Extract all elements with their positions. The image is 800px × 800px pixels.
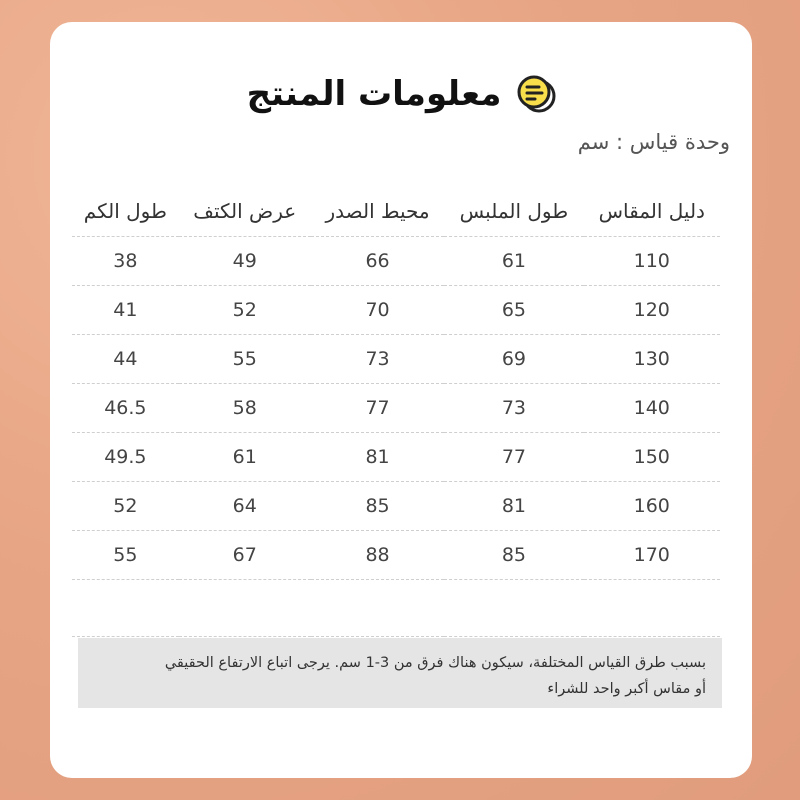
- column-header: طول الملبس: [444, 186, 583, 237]
- table-cell: 81: [311, 433, 445, 482]
- table-cell: 41: [72, 286, 179, 335]
- table-cell: 88: [311, 531, 445, 580]
- table-cell: 160: [584, 482, 720, 531]
- table-cell: 65: [444, 286, 583, 335]
- table-cell: 85: [444, 531, 583, 580]
- table-row: [72, 482, 720, 531]
- table-cell: 61: [444, 237, 583, 286]
- table-cell: 140: [584, 384, 720, 433]
- table-cell: 150: [584, 433, 720, 482]
- empty-cell: [72, 580, 720, 637]
- table-cell: 49: [179, 237, 311, 286]
- table-cell: 52: [72, 482, 179, 531]
- table-cell: 55: [179, 335, 311, 384]
- table-cell: 73: [311, 335, 445, 384]
- column-header: محيط الصدر: [311, 186, 445, 237]
- table-cell: 58: [179, 384, 311, 433]
- note-line: بسبب طرق القياس المختلفة، سيكون هناك فرق من 3-1 سم. يرجى اتباع الارتفاع الحقيقي: [164, 655, 706, 671]
- table-cell: 52: [179, 286, 311, 335]
- table-cell: 55: [72, 531, 179, 580]
- table-row: [72, 237, 720, 286]
- table-cell: 64: [179, 482, 311, 531]
- note-line: أو مقاس أكبر واحد للشراء: [547, 681, 706, 697]
- page-title: معلومات المنتج: [243, 66, 506, 122]
- table-cell: 67: [179, 531, 311, 580]
- column-header: دليل المقاس: [584, 186, 720, 237]
- table-row: [72, 335, 720, 384]
- table-cell: 81: [444, 482, 583, 531]
- column-header: طول الكم: [72, 186, 179, 237]
- table-row: [72, 433, 720, 482]
- table-cell: 49.5: [72, 433, 179, 482]
- size-table: [72, 186, 720, 637]
- unit-label: وحدة قياس : سم: [577, 130, 730, 154]
- title-row: [0, 66, 800, 122]
- table-cell: 44: [72, 335, 179, 384]
- table-row: [72, 531, 720, 580]
- table-row: [72, 286, 720, 335]
- table-cell: 70: [311, 286, 445, 335]
- table-cell: 61: [179, 433, 311, 482]
- list-lines-icon: [517, 74, 557, 114]
- table-cell: 66: [311, 237, 445, 286]
- table-cell: 170: [584, 531, 720, 580]
- table-cell: 110: [584, 237, 720, 286]
- table-cell: 77: [311, 384, 445, 433]
- table-cell: 69: [444, 335, 583, 384]
- table-cell: 120: [584, 286, 720, 335]
- column-header: عرض الكتف: [179, 186, 311, 237]
- table-cell: 38: [72, 237, 179, 286]
- table-row-empty: [72, 580, 720, 637]
- table-cell: 130: [584, 335, 720, 384]
- table-cell: 73: [444, 384, 583, 433]
- measurement-note: [78, 638, 722, 708]
- table-cell: 85: [311, 482, 445, 531]
- table-row: [72, 384, 720, 433]
- table-cell: 46.5: [72, 384, 179, 433]
- table-cell: 77: [444, 433, 583, 482]
- table-header-row: [72, 186, 720, 237]
